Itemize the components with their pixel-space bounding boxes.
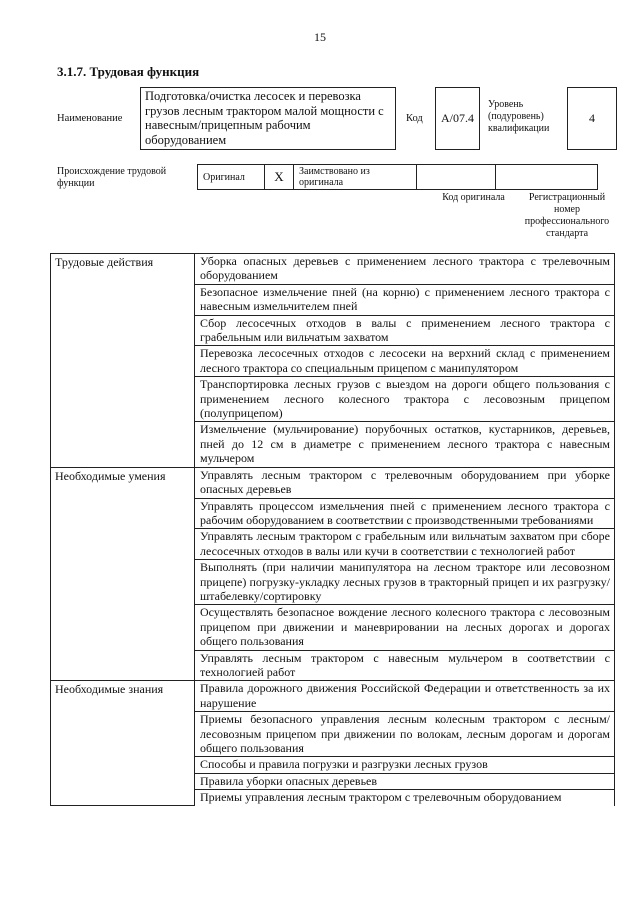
original-label: Оригинал <box>198 165 265 190</box>
level-label: Уровень (подуровень) квалификации <box>488 99 550 134</box>
description-item: Управлять лесным трактором с навесным мульчером в соответствии с технологией работ <box>195 650 615 681</box>
description-item: Способы и правила погрузки и разгрузки лесных грузов <box>195 757 615 773</box>
description-item: Выполнять (при наличии манипулятора на лесном тракторе или лесовозном прицепе) погрузку-укладку лесных грузов в тракторный прицеп и их разгрузку/штабелевку/сортировку <box>195 560 615 605</box>
description-item: Приемы безопасного управления лесным колесным трактором с лесным/лесовозным прицепом при движении по волокам, лесным дорогам и дорогам общего пользования <box>195 712 615 757</box>
origin-table <box>197 164 598 190</box>
code-label: Код <box>406 113 423 124</box>
description-item: Уборка опасных деревьев с применением лесного трактора с трелевочным оборудованием <box>195 254 615 285</box>
function-code-value: А/07.4 <box>435 87 480 150</box>
description-item: Безопасное измельчение пней (на корню) с применением лесного трактора с навесным измельчителем пней <box>195 284 615 315</box>
category-required-knowledge: Необходимые знания <box>51 681 195 806</box>
original-code-cell <box>417 165 496 190</box>
description-item: Перевозка лесосечных отходов с лесосеки на верхний склад с применением лесного трактора со специальным прицепом с манипулятором <box>195 346 615 377</box>
category-labor-actions: Трудовые действия <box>51 254 195 468</box>
description-item: Правила уборки опасных деревьев <box>195 773 615 789</box>
description-item: Правила дорожного движения Российской Федерации и ответственность за их нарушение <box>195 681 615 712</box>
category-required-skills: Необходимые умения <box>51 467 195 681</box>
description-item: Приемы управления лесным трактором с трелевочным оборудованием <box>195 790 615 806</box>
registration-number-cell <box>496 165 598 190</box>
code-caption: Код оригинала <box>442 192 505 203</box>
registration-caption: Регистрационный номер профессионального стандарта <box>524 192 610 239</box>
function-name-value: Подготовка/очистка лесосек и перевозка грузов лесным трактором малой мощности с навесным/прицепным рабочим оборудованием <box>140 87 396 150</box>
origin-label: Происхождение трудовой функции <box>57 166 167 189</box>
original-mark: X <box>265 165 294 190</box>
page-number: 15 <box>314 30 326 44</box>
description-item: Сбор лесосечных отходов в валы с применением лесного трактора с грабельным или вильчатым захватом <box>195 315 615 346</box>
description-item: Осуществлять безопасное вождение лесного колесного трактора с лесовозным прицепом при движении и маневрировании на лесных дорогах и дорогах общего пользования <box>195 605 615 650</box>
section-title: 3.1.7. Трудовая функция <box>57 64 200 79</box>
table-row <box>51 467 615 498</box>
description-item: Управлять лесным трактором с грабельным или вильчатым захватом при сборе лесосечных отходов в валы или кучи в соответствии с технологией работ <box>195 529 615 560</box>
description-item: Управлять процессом измельчения пней с применением лесного трактора с рабочим оборудованием в соответствии с производственными требованиями <box>195 498 615 529</box>
qualification-level-value: 4 <box>567 87 617 150</box>
borrowed-label: Заимствовано из оригинала <box>294 165 417 190</box>
name-label: Наименование <box>57 113 123 124</box>
description-item: Измельчение (мульчирование) порубочных остатков, кустарников, деревьев, пней до 12 см в диаметре с применением лесного трактора с навесным мульчером <box>195 422 615 467</box>
table-row <box>51 254 615 285</box>
table-row <box>51 681 615 712</box>
function-details-table <box>50 253 615 806</box>
description-item: Управлять лесным трактором с трелевочным оборудованием при уборке опасных деревьев <box>195 467 615 498</box>
description-item: Транспортировка лесных грузов с выездом на дороги общего пользования с применением лесного колесного трактора с лесовозным прицепом (полуприцепом) <box>195 377 615 422</box>
